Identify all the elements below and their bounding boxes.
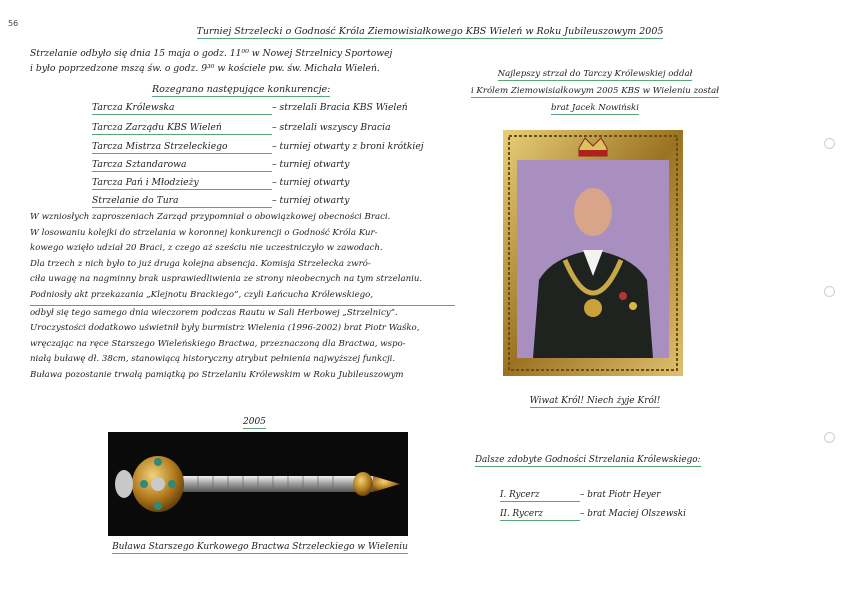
body-line: Podniosły akt przekazania „Klejnotu Brackiego”, czyli Łańcucha Królewskiego, (30, 288, 455, 306)
competition-name: Tarcza Królewska (92, 102, 272, 115)
competition-name: Tarcza Sztandarowa (92, 159, 272, 172)
competition-desc: – turniej otwarty (272, 195, 350, 206)
king-heading-line: Najlepszy strzał do Tarczy Królewskiej oddał (497, 69, 693, 79)
competition-item (92, 159, 349, 172)
competition-desc: – turniej otwarty z broni krótkiej (272, 141, 424, 152)
mace-image (108, 432, 408, 536)
body-line: Uroczystości dodatkowo uświetnił były burmistrz Wielenia (1996-2002) brat Piotr Waśko, (30, 323, 420, 334)
knight-rank: I. Rycerz (500, 490, 580, 502)
king-heading-line: i Królem Ziemowisiałkowym 2005 KBS w Wieleniu został (470, 86, 720, 96)
mace-caption (100, 542, 420, 552)
further-heading: Dalsze zdobyte Godności Strzelania Królewskiego: (475, 455, 701, 465)
competition-item (92, 122, 391, 135)
binder-hole (824, 432, 835, 443)
body-line: W losowaniu kolejki do strzelania w koronnej konkurencji o Godność Króla Kur- (30, 227, 378, 238)
king-portrait (503, 130, 683, 376)
competition-desc: – turniej otwarty (272, 159, 350, 170)
competition-name: Tarcza Mistrza Strzeleckiego (92, 141, 272, 154)
competition-name: Strzelanie do Tura (92, 195, 272, 208)
section-title-text: Rozegrano następujące konkurencje: (152, 84, 331, 95)
section-title (152, 84, 330, 95)
competition-desc: – strzelali wszyscy Bracia (272, 122, 391, 133)
competition-desc: – turniej otwarty (272, 177, 350, 188)
mace-caption-text: Buława Starszego Kurkowego Bractwa Strzeleckiego w Wieleniu (112, 542, 408, 552)
competition-name: Tarcza Zarządu KBS Wieleń (92, 122, 272, 135)
competition-item (92, 177, 349, 190)
body-line: Dla trzech z nich było to już druga kolejna absencja. Komisja Strzelecka zwró- (30, 258, 371, 269)
intro-line: Strzelanie odbyło się dnia 15 maja o godz. 11⁰⁰ w Nowej Strzelnicy Sportowej (30, 48, 393, 59)
body-line: W wzniosłych zaproszeniach Zarząd przypomniał o obowiązkowej obecności Braci. (30, 212, 391, 222)
body-line: wręczając na ręce Starszego Wieleńskiego Bractwa, przeznaczoną dla Bractwa, wspo- (30, 338, 406, 349)
knight-rank: II. Rycerz (500, 509, 580, 521)
competition-name: Tarcza Pań i Młodzieży (92, 177, 272, 190)
competition-desc: – strzelali Bracia KBS Wieleń (272, 102, 408, 113)
vivat-text: Wiwat Król! Niech żyje Król! (529, 396, 661, 406)
competition-item (92, 195, 349, 208)
competition-item (92, 141, 424, 154)
king-heading (470, 66, 720, 117)
knight-name: – brat Piotr Heyer (580, 490, 661, 500)
portrait-image (503, 130, 683, 376)
knight-item (500, 490, 660, 502)
body-line: Buława pozostanie trwałą pamiątką po Strzelaniu Królewskim w Roku Jubileuszowym (30, 369, 404, 380)
knight-item (500, 509, 686, 521)
body-line: niałą buławę dł. 38cm, stanowiącą historyczny atrybut pełnienia najwyższej funkcji. (30, 354, 396, 365)
body-line: odbył się tego samego dnia wieczorem podczas Rautu w Sali Herbowej „Strzelnicy”. (30, 307, 398, 318)
intro-line: i było poprzedzone mszą św. o godz. 9³⁰ w kościele pw. św. Michała Wieleń. (30, 63, 380, 74)
competition-item (92, 102, 408, 115)
page-title-text: Turniej Strzelecki o Godność Króla Ziemowisiałkowego KBS Wieleń w Roku Jubileuszowym 2005 (196, 26, 664, 37)
binder-hole (824, 286, 835, 297)
page-title (150, 26, 710, 37)
body-text (30, 210, 455, 384)
mace-photo (108, 432, 408, 536)
page-number: 56 (8, 19, 19, 28)
king-heading-line: brat Jacek Nowiński (550, 103, 640, 113)
year (243, 417, 266, 427)
year-text: 2005 (243, 417, 266, 427)
intro-text (30, 46, 450, 76)
body-line: kowego wzięło udział 20 Braci, z czego aż sześciu nie uczestniczyło w zawodach. (30, 243, 383, 254)
body-line: ciła uwagę na nagminny brak usprawiedliwienia ze strony nieobecnych na tym strzelaniu. (30, 274, 423, 285)
binder-hole (824, 138, 835, 149)
knight-name: – brat Maciej Olszewski (580, 509, 686, 519)
